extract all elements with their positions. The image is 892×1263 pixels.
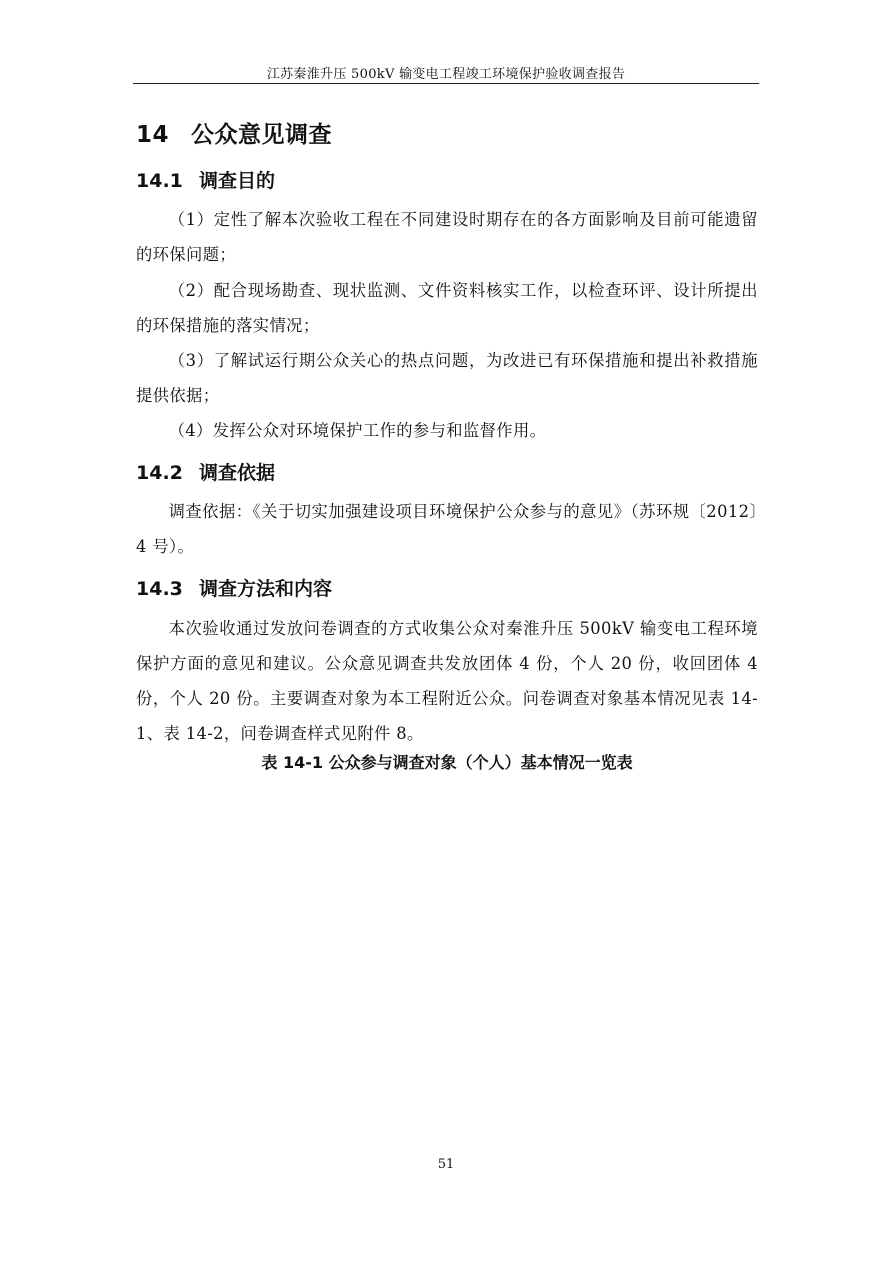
header-rule — [133, 83, 759, 84]
section-heading-14-2 — [136, 458, 275, 485]
section-number: 14.1 — [136, 170, 183, 192]
section-heading-14-1 — [136, 166, 275, 193]
paragraph: （1）定性了解本次验收工程在不同建设时期存在的各方面影响及目前可能遗留的环保问题； — [136, 210, 758, 264]
paragraph: （4）发挥公众对环境保护工作的参与和监督作用。 — [168, 421, 547, 440]
section-number: 14.2 — [136, 462, 183, 484]
paragraph: 本次验收通过发放问卷调查的方式收集公众对秦淮升压 500kV 输变电工程环境保护方面的意见和建议。公众意见调查共发放团体 4 份，个人 20 份，收回团体 4 份，个人 20 份。主要调查对象为本工程附近公众。问卷调查对象基本情况见表 14-1、表 14-2，问卷调查样式见附件 8。 — [136, 619, 758, 743]
section-title: 调查目的 — [199, 170, 276, 192]
section-title: 调查方法和内容 — [199, 578, 333, 600]
page-number: 51 — [437, 1157, 455, 1172]
chapter-heading — [136, 116, 332, 149]
section-heading-14-3 — [136, 574, 332, 601]
paragraph: （3）了解试运行期公众关心的热点问题，为改进已有环保措施和提出补救措施提供依据； — [136, 351, 758, 405]
chapter-title: 公众意见调查 — [191, 122, 333, 148]
paragraph: 调查依据：《关于切实加强建设项目环境保护公众参与的意见》（苏环规〔2012〕4 号）。 — [136, 502, 758, 556]
section-title: 调查依据 — [199, 462, 276, 484]
running-header: 江苏秦淮升压 500kV 输变电工程竣工环境保护验收调查报告 — [266, 67, 626, 82]
section-number: 14.3 — [136, 578, 183, 600]
paragraph: （2）配合现场勘查、现状监测、文件资料核实工作，以检查环评、设计所提出的环保措施的落实情况； — [136, 281, 758, 335]
table-caption: 表 14-1 公众参与调查对象（个人）基本情况一览表 — [261, 753, 633, 772]
chapter-number: 14 — [136, 122, 170, 148]
